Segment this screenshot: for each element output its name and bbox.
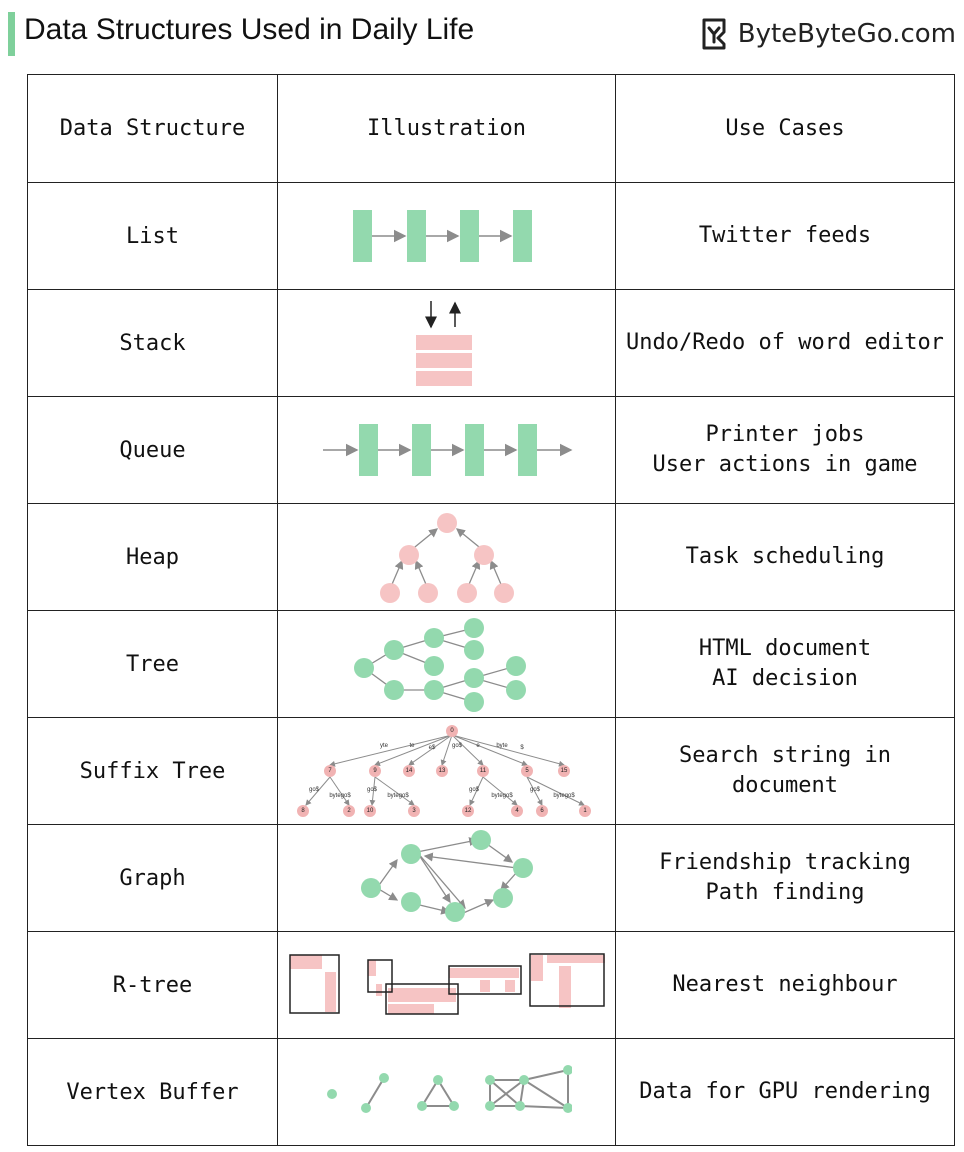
table-row [28,932,955,1039]
use-case-text: Task scheduling [685,544,885,569]
use-case-text: document [732,773,838,798]
suffix-leaf-label: go$ [529,787,540,793]
use-case-text: HTML document [698,636,872,661]
illustration-stack [278,290,616,397]
use-cases [616,932,955,1039]
table-row [28,290,955,397]
suffix-leaf-label: go$ [468,787,479,793]
header-data-structure: Data Structure [28,75,278,183]
heap-illustration [372,511,522,603]
suffix-node-label: 1 [582,808,587,814]
suffix-node-label: 10 [366,808,373,814]
use-case-text: Printer jobs [705,422,865,447]
suffix-node-label: 12 [464,808,471,814]
use-cases [616,611,955,718]
use-case-text: User actions in game [652,452,918,477]
suffix-edge-label: e [475,743,480,749]
vertex-buffer-illustration [322,1064,572,1120]
title-accent-bar [8,12,15,56]
structure-name: Stack [28,290,278,397]
suffix-leaf-label: go$ [308,787,319,793]
use-case-text: AI decision [712,666,858,691]
suffix-node-label: 9 [372,768,377,774]
table-row [28,825,955,932]
use-cases [616,1039,955,1146]
suffix-edge-label: yte [379,743,388,749]
suffix-node-label: 13 [438,768,445,774]
use-case-text: Twitter feeds [698,223,872,248]
illustration-graph [278,825,616,932]
use-case-text: Undo/Redo of word editor [626,330,944,355]
use-case-text: Data for GPU rendering [639,1079,931,1104]
stack-illustration [407,297,487,389]
suffix-node-label: 15 [560,768,567,774]
brand [698,12,956,56]
table-row [28,183,955,290]
illustration-r-tree [278,932,616,1039]
suffix-edge-label: te [408,743,415,749]
suffix-leaf-label: bytego$ [386,793,409,799]
use-case-text: Friendship tracking [659,850,911,875]
structure-name: R-tree [28,932,278,1039]
header-illustration: Illustration [278,75,616,183]
suffix-leaf-label: go$ [366,787,377,793]
illustration-heap [278,504,616,611]
use-cases [616,718,955,825]
tree-illustration [352,616,542,712]
header-use-cases: Use Cases [616,75,955,183]
queue-illustration [317,420,577,480]
table-row [28,1039,955,1146]
illustration-vertex-buffer [278,1039,616,1146]
suffix-tree-illustration [292,721,602,821]
illustration-suffix-tree [278,718,616,825]
structure-name: Suffix Tree [28,718,278,825]
illustration-queue [278,397,616,504]
data-structures-table [27,74,951,1144]
use-cases [616,504,955,611]
illustration-tree [278,611,616,718]
suffix-node-label: 2 [346,808,351,814]
structure-name: List [28,183,278,290]
suffix-node-label: 11 [479,768,486,774]
list-illustration [347,206,547,266]
r-tree-illustration [287,952,607,1018]
suffix-node-label: 8 [300,808,305,814]
suffix-node-label: 4 [514,808,519,814]
suffix-leaf-label: bytego$ [552,793,575,799]
use-case-text: Path finding [705,880,865,905]
suffix-node-label: 14 [405,768,412,774]
use-case-text: Nearest neighbour [672,972,898,997]
structure-name: Vertex Buffer [28,1039,278,1146]
structure-name: Graph [28,825,278,932]
suffix-leaf-label: bytego$ [328,793,351,799]
table-row [28,397,955,504]
graph-illustration [357,830,537,926]
suffix-leaf-label: bytego$ [490,793,513,799]
suffix-edge-label: e$ [428,745,435,751]
bytebytego-logo-icon [698,16,730,52]
suffix-edge-label: $ [519,745,524,751]
table-row [28,611,955,718]
structure-name: Heap [28,504,278,611]
table-row [28,718,955,825]
illustration-list [278,183,616,290]
use-cases [616,825,955,932]
suffix-node-label: 0 [449,728,454,734]
structure-name: Queue [28,397,278,504]
suffix-edge-label: go$ [451,743,462,749]
suffix-node-label: 5 [524,768,529,774]
header [0,0,964,64]
use-cases [616,397,955,504]
structure-name: Tree [28,611,278,718]
table-row [28,504,955,611]
suffix-node-label: 3 [411,808,416,814]
suffix-edge-label: byte [495,743,508,749]
use-case-text: Search string in [679,743,891,768]
use-cases [616,183,955,290]
suffix-node-label: 6 [539,808,544,814]
brand-name: ByteByteGo.com [737,19,956,49]
use-cases [616,290,955,397]
table-header-row [28,75,955,183]
suffix-node-label: 7 [327,768,332,774]
page-title: Data Structures Used in Daily Life [24,13,475,46]
